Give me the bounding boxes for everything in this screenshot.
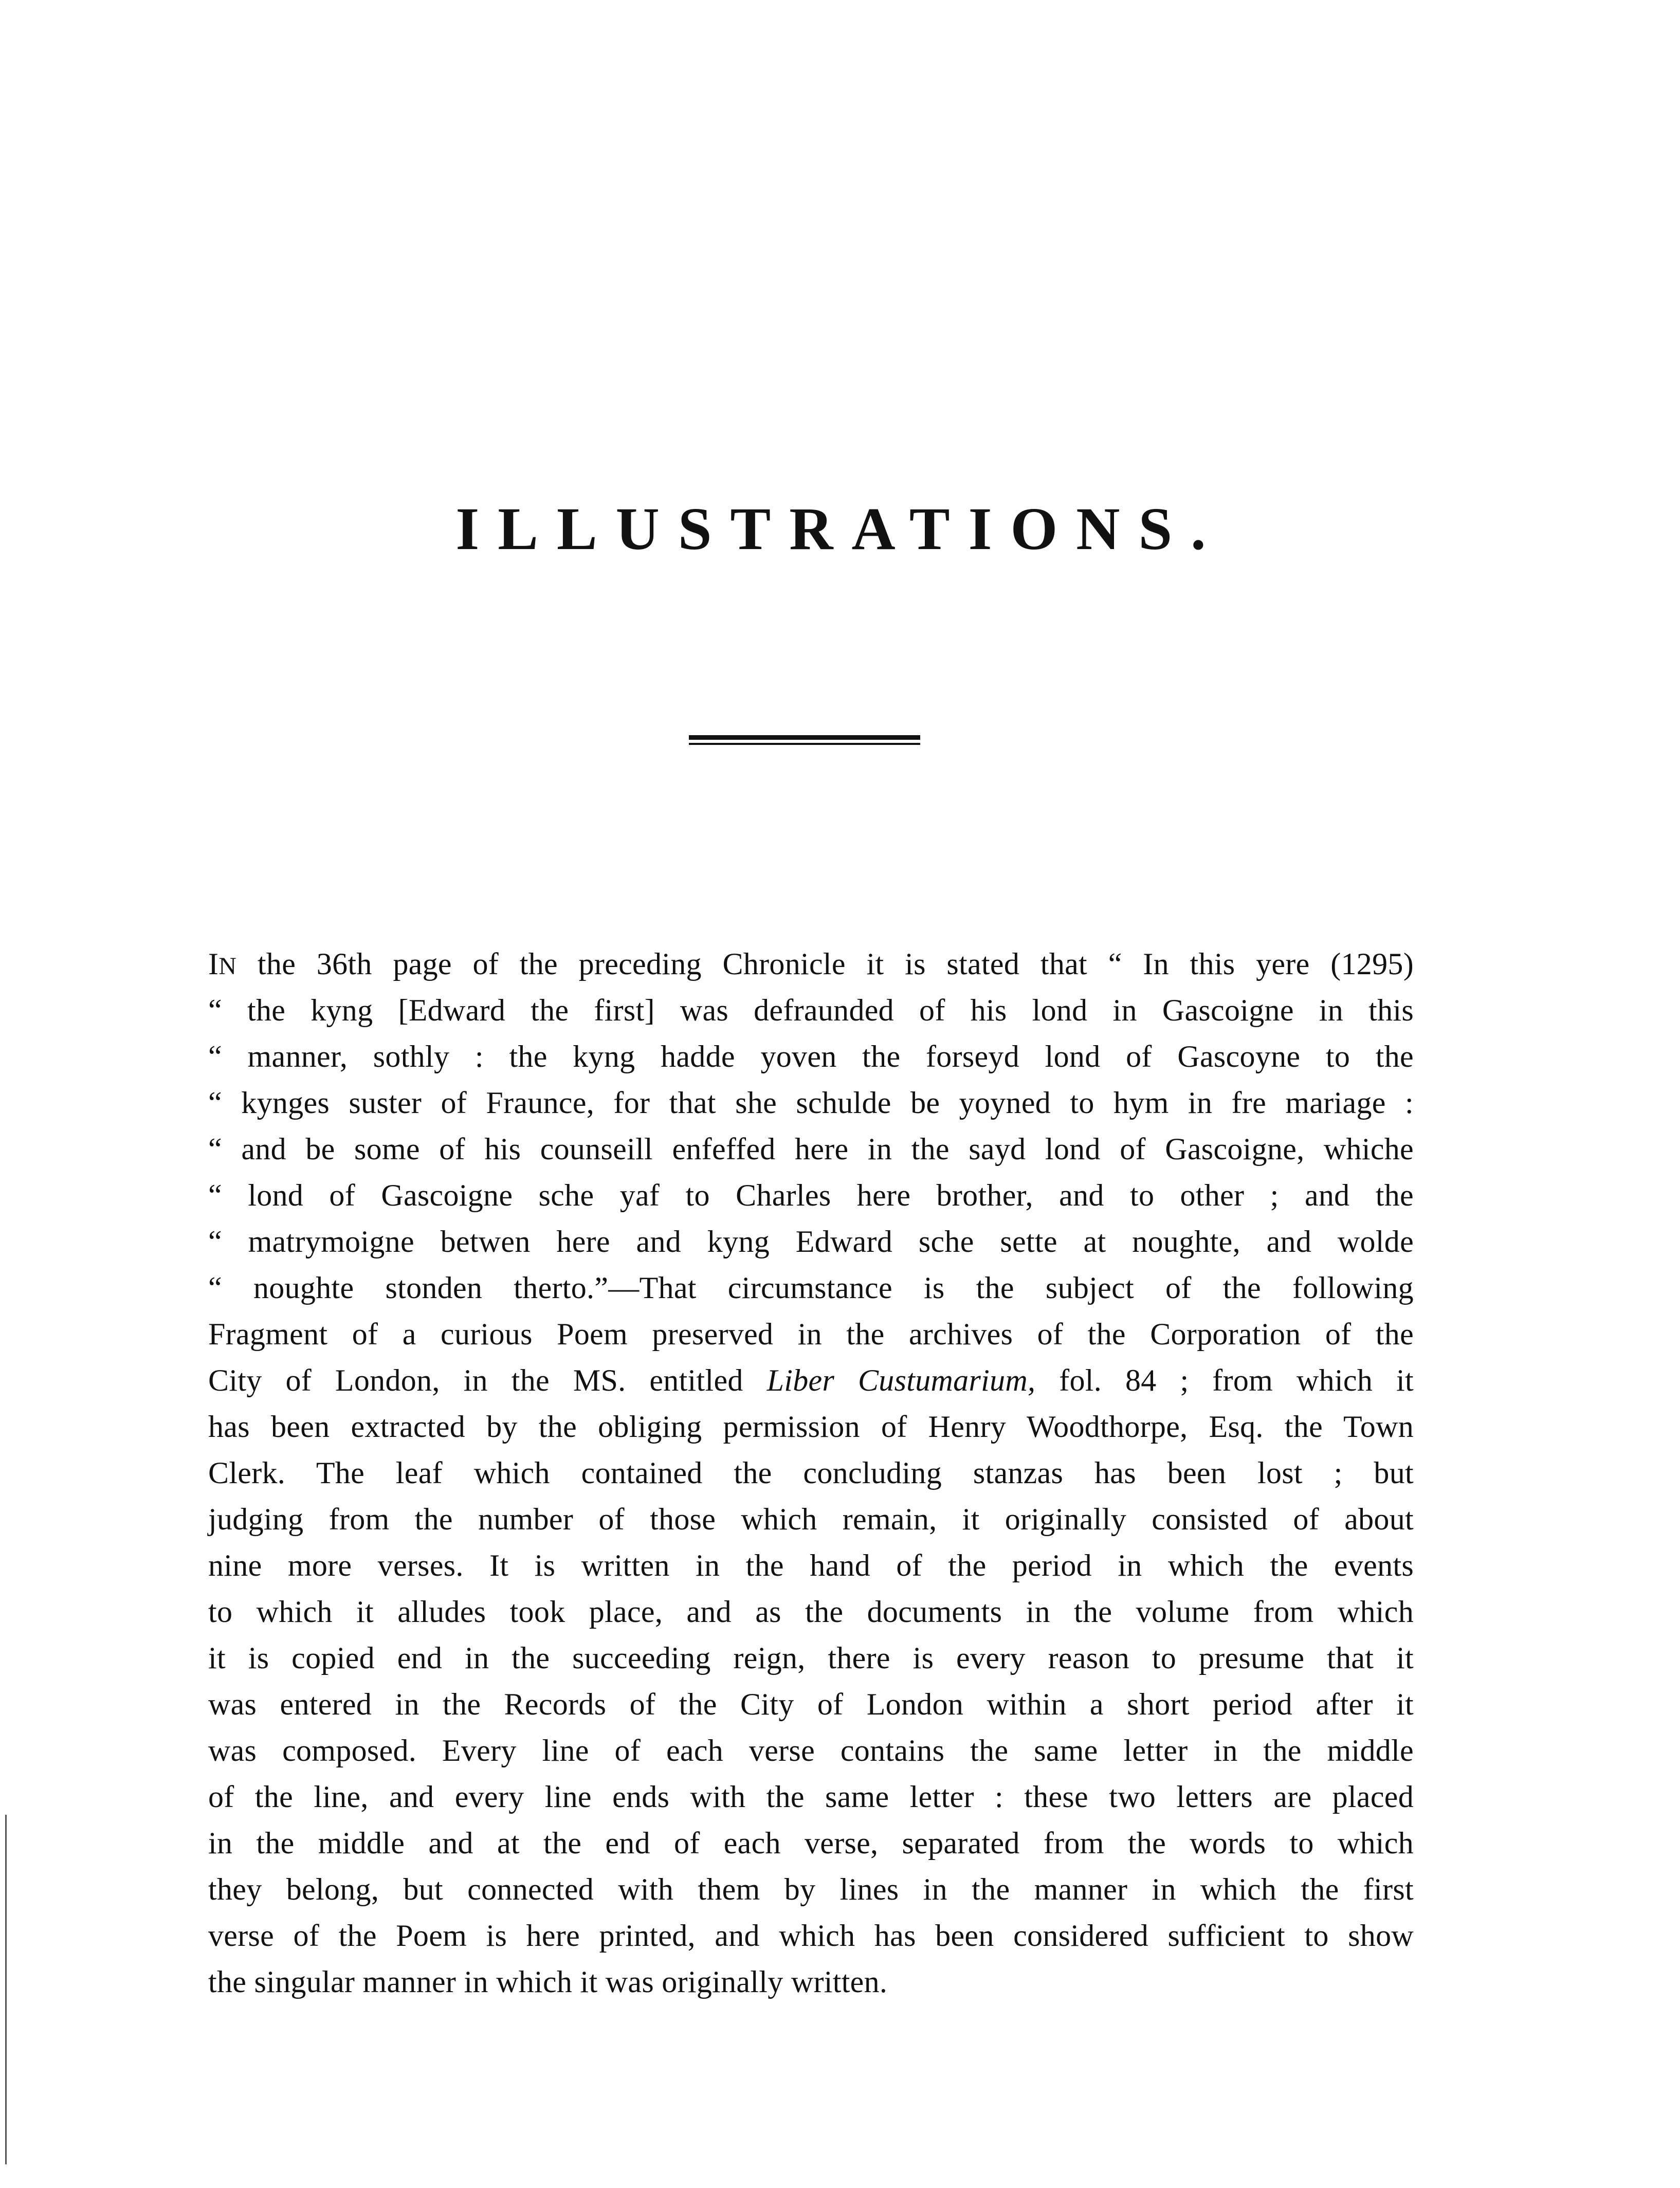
paragraph-line: has been extracted by the obliging permission of Henry Woodthorpe, Esq. the Town	[208, 1410, 1414, 1444]
paragraph-line: was composed. Every line of each verse contains the same letter in the middle	[208, 1734, 1414, 1767]
dropcap-letter: I	[208, 947, 219, 981]
paragraph-line: judging from the number of those which remain, it originally consisted of about	[208, 1502, 1414, 1536]
paragraph-line: “ kynges suster of Fraunce, for that she schulde be yoyned to hym in fre mariage :	[208, 1086, 1414, 1120]
double-rule-divider	[689, 735, 920, 745]
paragraph-last-line: the singular manner in which it was originally written.	[208, 1965, 888, 1999]
page-title: ILLUSTRATIONS.	[455, 495, 1225, 562]
paragraph-line: it is copied end in the succeeding reign, there is every reason to presume that it	[208, 1641, 1414, 1675]
paragraph-line: Fragment of a curious Poem preserved in the archives of the Corporation of the	[208, 1317, 1414, 1351]
paragraph-line: of the line, and every line ends with the same letter : these two letters are placed	[208, 1780, 1414, 1814]
paragraph-line: “ manner, sothly : the kyng hadde yoven the forseyd lond of Gascoyne to the	[208, 1040, 1414, 1073]
scan-edge-line	[5, 1815, 7, 2164]
paragraph-line: “ matrymoigne betwen here and kyng Edward sche sette at noughte, and wolde	[208, 1225, 1414, 1259]
paragraph-line: IN the 36th page of the preceding Chronicle it is stated that “ In this yere (1295)	[208, 947, 1414, 981]
paragraph-line: City of London, in the MS. entitled Liber Custumarium, fol. 84 ; from which it	[208, 1363, 1414, 1397]
rule-thin-line	[689, 743, 920, 745]
paragraph-line: was entered in the Records of the City of London within a short period after it	[208, 1687, 1414, 1721]
paragraph-line: Clerk. The leaf which contained the concluding stanzas has been lost ; but	[208, 1456, 1414, 1490]
paragraph-line: verse of the Poem is here printed, and which has been considered sufficient to show	[208, 1919, 1414, 1953]
paragraph-line: nine more verses. It is written in the hand of the period in which the events	[208, 1548, 1414, 1582]
manuscript-title: Liber Custumarium,	[766, 1363, 1036, 1397]
paragraph-line: they belong, but connected with them by lines in the manner in which the first	[208, 1872, 1414, 1906]
dropcap-smallcap: N	[218, 953, 237, 980]
paragraph-line: in the middle and at the end of each verse, separated from the words to which	[208, 1826, 1414, 1860]
paragraph-line: to which it alludes took place, and as the documents in the volume from which	[208, 1595, 1414, 1629]
body-paragraph	[208, 941, 1414, 2005]
paragraph-line: “ the kyng [Edward the first] was defraunded of his lond in Gascoigne in this	[208, 993, 1414, 1027]
paragraph-line: “ noughte stonden therto.”—That circumstance is the subject of the following	[208, 1271, 1414, 1305]
paragraph-line: “ and be some of his counseill enfeffed here in the sayd lond of Gascoigne, whiche	[208, 1132, 1414, 1166]
rule-thick-line	[689, 735, 920, 740]
paragraph-line: “ lond of Gascoigne sche yaf to Charles here brother, and to other ; and the	[208, 1178, 1414, 1212]
